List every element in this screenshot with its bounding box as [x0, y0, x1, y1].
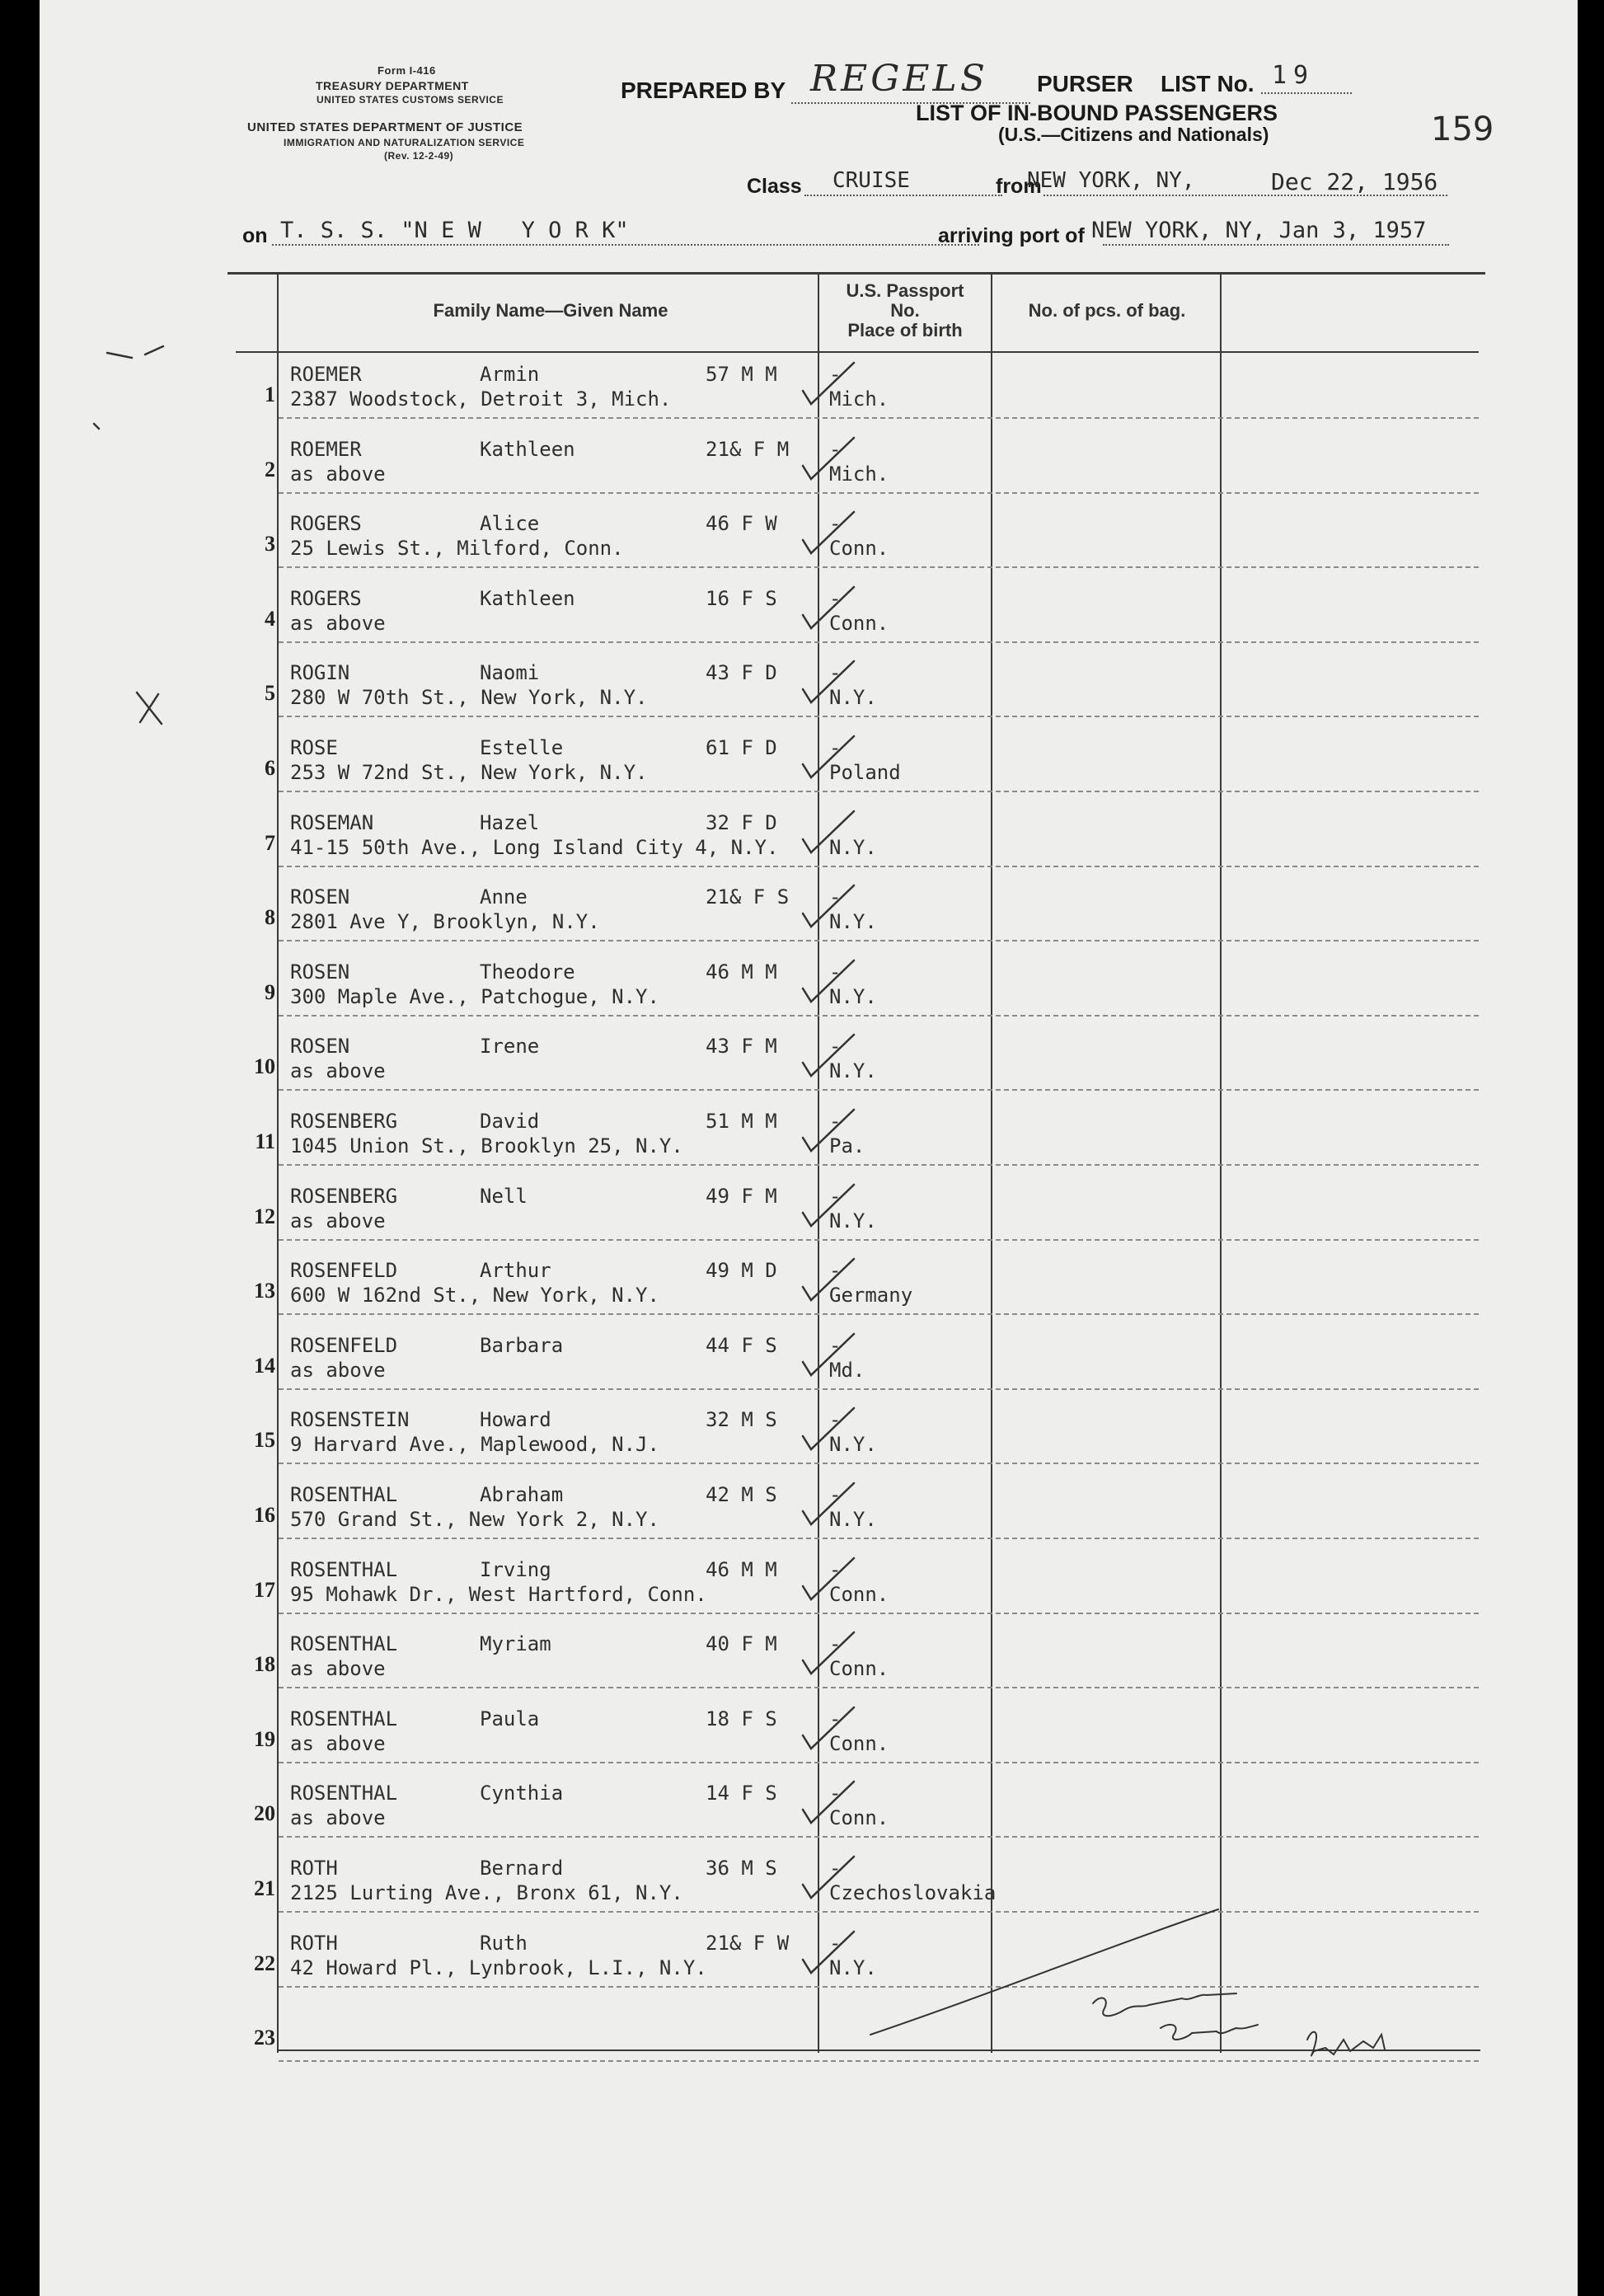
passport-number: - — [829, 960, 842, 984]
age-sex-status: 18 F S — [706, 1707, 777, 1730]
address: as above — [290, 1806, 386, 1829]
row-number: 3 — [265, 532, 275, 556]
col-header-passport-1: U.S. Passport — [846, 280, 964, 301]
place-of-birth: Czechoslovakia — [829, 1881, 997, 1904]
family-name: ROGIN — [290, 661, 350, 684]
family-name: ROTH — [290, 1932, 338, 1955]
passport-number: - — [829, 438, 842, 461]
from-value: NEW YORK, NY, — [1027, 168, 1195, 193]
passport-number: - — [829, 1185, 842, 1208]
family-name: ROSENTHAL — [290, 1483, 398, 1506]
passport-number: - — [829, 1707, 842, 1730]
row-number: 21 — [254, 1876, 275, 1900]
arriving-port-label: arriving port of — [938, 224, 1085, 247]
family-name: ROSEMAN — [290, 811, 374, 834]
row-number: 19 — [254, 1727, 275, 1751]
class-value: CRUISE — [832, 168, 910, 193]
family-name: ROSE — [290, 736, 338, 759]
age-sex-status: 43 F M — [706, 1035, 777, 1058]
address: as above — [290, 1059, 386, 1082]
prepared-by-signature: REGELS — [810, 58, 988, 100]
age-sex-status: 32 F D — [706, 811, 777, 834]
address: 570 Grand St., New York 2, N.Y. — [290, 1508, 659, 1531]
place-of-birth: Germany — [829, 1284, 913, 1307]
address: 1045 Union St., Brooklyn 25, N.Y. — [290, 1134, 683, 1157]
customs-service: UNITED STATES CUSTOMS SERVICE — [317, 94, 504, 106]
given-name: Irene — [480, 1035, 540, 1058]
passport-number: - — [829, 885, 842, 909]
age-sex-status: 57 M M — [706, 363, 777, 386]
passport-number: - — [829, 736, 842, 759]
passport-number: - — [829, 1110, 842, 1133]
family-name: ROEMER — [290, 363, 362, 386]
age-sex-status: 43 F D — [706, 661, 777, 684]
place-of-birth: Poland — [829, 761, 901, 784]
manifest-sheet — [40, 0, 1578, 2296]
age-sex-status: 49 F M — [706, 1185, 777, 1208]
family-name: ROSENFELD — [290, 1334, 398, 1357]
given-name: Abraham — [480, 1483, 564, 1506]
family-name: ROSEN — [290, 885, 350, 909]
age-sex-status: 42 M S — [706, 1483, 777, 1506]
passport-number: - — [829, 363, 842, 386]
on-label: on — [242, 224, 268, 247]
address: 600 W 162nd St., New York, N.Y. — [290, 1284, 659, 1307]
place-of-birth: Md. — [829, 1359, 865, 1382]
given-name: Nell — [480, 1185, 528, 1208]
place-of-birth: N.Y. — [829, 910, 877, 933]
row-number: 1 — [265, 383, 275, 406]
from-label: from — [996, 175, 1042, 198]
row-number: 2 — [265, 458, 275, 481]
address: 253 W 72nd St., New York, N.Y. — [290, 761, 648, 784]
age-sex-status: 46 M M — [706, 960, 777, 984]
address: 25 Lewis St., Milford, Conn. — [290, 537, 624, 560]
given-name: Ruth — [480, 1932, 528, 1955]
family-name: ROSENTHAL — [290, 1558, 398, 1581]
passport-number: - — [829, 1558, 842, 1581]
age-sex-status: 46 F W — [706, 512, 777, 535]
class-label: Class — [747, 175, 802, 198]
address: 42 Howard Pl., Lynbrook, L.I., N.Y. — [290, 1956, 707, 1979]
address: 95 Mohawk Dr., West Hartford, Conn. — [290, 1583, 707, 1606]
given-name: Theodore — [480, 960, 575, 984]
age-sex-status: 46 M M — [706, 1558, 777, 1581]
passport-number: - — [829, 587, 842, 610]
row-number: 10 — [254, 1054, 275, 1078]
passport-number: - — [829, 1483, 842, 1506]
place-of-birth: N.Y. — [829, 1508, 877, 1531]
given-name: Myriam — [480, 1632, 551, 1655]
address: as above — [290, 1732, 386, 1755]
family-name: ROSEN — [290, 1035, 350, 1058]
place-of-birth: N.Y. — [829, 1433, 877, 1456]
row-number: 15 — [254, 1428, 275, 1452]
family-name: ROTH — [290, 1857, 338, 1880]
given-name: Anne — [480, 885, 528, 909]
age-sex-status: 51 M M — [706, 1110, 777, 1133]
immigration-service: IMMIGRATION AND NATURALIZATION SERVICE — [284, 137, 525, 148]
row-number: 16 — [254, 1503, 275, 1527]
page-number: 159 — [1431, 110, 1494, 148]
departure-date: Dec 22, 1956 — [1271, 168, 1438, 195]
age-sex-status: 21& F M — [706, 438, 790, 461]
row-number: 6 — [265, 756, 275, 780]
row-number: 4 — [265, 607, 275, 631]
place-of-birth: N.Y. — [829, 1956, 877, 1979]
age-sex-status: 49 M D — [706, 1259, 777, 1282]
place-of-birth: Pa. — [829, 1134, 865, 1157]
address: 9 Harvard Ave., Maplewood, N.J. — [290, 1433, 659, 1456]
age-sex-status: 61 F D — [706, 736, 777, 759]
treasury-department: TREASURY DEPARTMENT — [316, 79, 469, 92]
place-of-birth: N.Y. — [829, 1209, 877, 1233]
family-name: ROGERS — [290, 512, 362, 535]
row-number: 8 — [265, 905, 275, 929]
place-of-birth: Conn. — [829, 1806, 889, 1829]
place-of-birth: Conn. — [829, 1732, 889, 1755]
family-name: ROSEN — [290, 960, 350, 984]
passport-number: - — [829, 1782, 842, 1805]
age-sex-status: 21& F S — [706, 885, 790, 909]
age-sex-status: 32 M S — [706, 1408, 777, 1431]
address: 2125 Lurting Ave., Bronx 61, N.Y. — [290, 1881, 683, 1904]
passport-number: - — [829, 1632, 842, 1655]
given-name: Hazel — [480, 811, 540, 834]
given-name: Naomi — [480, 661, 540, 684]
given-name: Irving — [480, 1558, 551, 1581]
passport-number: - — [829, 1857, 842, 1880]
row-number: 11 — [255, 1129, 275, 1153]
place-of-birth: Conn. — [829, 537, 889, 560]
list-subtitle: (U.S.—Citizens and Nationals) — [998, 124, 1269, 145]
place-of-birth: N.Y. — [829, 1059, 877, 1082]
age-sex-status: 36 M S — [706, 1857, 777, 1880]
address: 300 Maple Ave., Patchogue, N.Y. — [290, 985, 659, 1008]
passport-number: - — [829, 512, 842, 535]
given-name: Armin — [480, 363, 540, 386]
row-number: 18 — [254, 1652, 275, 1676]
address: 41-15 50th Ave., Long Island City 4, N.Y. — [290, 836, 779, 859]
family-name: ROEMER — [290, 438, 362, 461]
address: as above — [290, 1359, 386, 1382]
form-number: Form I-416 — [378, 64, 436, 77]
address: 2387 Woodstock, Detroit 3, Mich. — [290, 387, 672, 411]
row-number: 12 — [254, 1204, 275, 1228]
age-sex-status: 21& F W — [706, 1932, 790, 1955]
given-name: Cynthia — [480, 1782, 564, 1805]
address: 2801 Ave Y, Brooklyn, N.Y. — [290, 910, 600, 933]
address: as above — [290, 1209, 386, 1233]
address: as above — [290, 462, 386, 486]
vessel-name: T. S. S. "N E W Y O R K" — [280, 218, 629, 243]
row-number: 14 — [254, 1354, 275, 1378]
col-header-passport-3: Place of birth — [847, 320, 963, 340]
col-header-passport-2: No. — [890, 300, 920, 321]
passport-number: - — [829, 1408, 842, 1431]
family-name: ROSENBERG — [290, 1185, 398, 1208]
family-name: ROSENTHAL — [290, 1632, 398, 1655]
row-number: 13 — [254, 1279, 275, 1303]
arriving-port-value: NEW YORK, NY, Jan 3, 1957 — [1091, 218, 1427, 243]
given-name: Bernard — [480, 1857, 564, 1880]
family-name: ROSENSTEIN — [290, 1408, 410, 1431]
age-sex-status: 44 F S — [706, 1334, 777, 1357]
address: 280 W 70th St., New York, N.Y. — [290, 686, 648, 709]
given-name: David — [480, 1110, 540, 1133]
family-name: ROSENBERG — [290, 1110, 398, 1133]
row-number: 7 — [265, 831, 275, 855]
age-sex-status: 14 F S — [706, 1782, 777, 1805]
place-of-birth: Mich. — [829, 462, 889, 486]
row-number: 17 — [254, 1578, 275, 1602]
purser-label: PURSER — [1037, 71, 1133, 96]
list-title: LIST OF IN-BOUND PASSENGERS — [916, 101, 1278, 125]
given-name: Paula — [480, 1707, 540, 1730]
passport-number: - — [829, 1334, 842, 1357]
family-name: ROSENFELD — [290, 1259, 398, 1282]
department-of-justice: UNITED STATES DEPARTMENT OF JUSTICE — [247, 120, 523, 134]
address: as above — [290, 1657, 386, 1680]
prepared-by-label: PREPARED BY — [621, 77, 786, 103]
col-header-name: Family Name—Given Name — [433, 300, 668, 321]
row-number: 9 — [265, 980, 275, 1004]
row-number: 20 — [254, 1801, 275, 1825]
address: as above — [290, 612, 386, 635]
passport-number: - — [829, 1035, 842, 1058]
family-name: ROSENTHAL — [290, 1707, 398, 1730]
given-name: Barbara — [480, 1334, 564, 1357]
passport-number: - — [829, 1259, 842, 1282]
family-name: ROGERS — [290, 587, 362, 610]
row-number: 5 — [265, 681, 275, 705]
place-of-birth: Conn. — [829, 1657, 889, 1680]
handwritten-marks — [40, 0, 1578, 2296]
place-of-birth: Conn. — [829, 1583, 889, 1606]
passport-number: - — [829, 1932, 842, 1955]
given-name: Alice — [480, 512, 540, 535]
given-name: Estelle — [480, 736, 564, 759]
list-no-label: LIST No. — [1161, 71, 1255, 96]
place-of-birth: N.Y. — [829, 686, 877, 709]
age-sex-status: 40 F M — [706, 1632, 777, 1655]
place-of-birth: N.Y. — [829, 985, 877, 1008]
family-name: ROSENTHAL — [290, 1782, 398, 1805]
given-name: Arthur — [480, 1259, 551, 1282]
passport-number: - — [829, 661, 842, 684]
col-header-bags: No. of pcs. of bag. — [1028, 300, 1186, 321]
row-number: 23 — [254, 2026, 275, 2049]
given-name: Howard — [480, 1408, 551, 1431]
place-of-birth: Mich. — [829, 387, 889, 411]
age-sex-status: 16 F S — [706, 587, 777, 610]
place-of-birth: Conn. — [829, 612, 889, 635]
list-no-value: 19 — [1272, 61, 1316, 90]
given-name: Kathleen — [480, 438, 575, 461]
row-number: 22 — [254, 1951, 275, 1975]
revision-date: (Rev. 12-2-49) — [384, 150, 454, 162]
given-name: Kathleen — [480, 587, 575, 610]
place-of-birth: N.Y. — [829, 836, 877, 859]
